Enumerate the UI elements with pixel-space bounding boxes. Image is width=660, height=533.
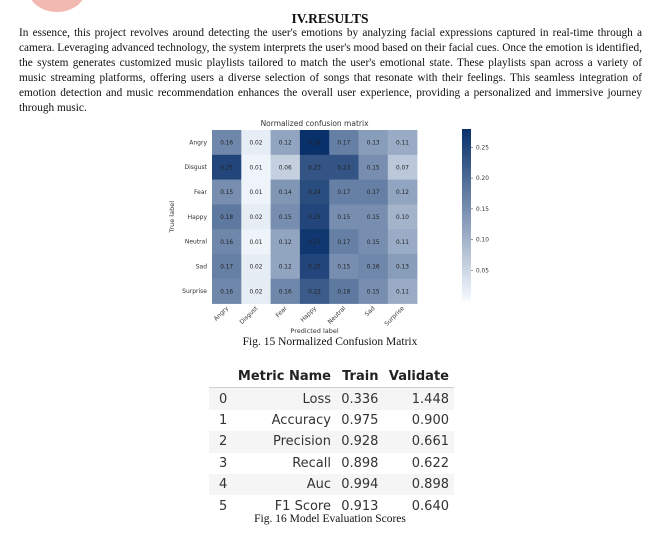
- cell-value-label: 0.02: [249, 140, 263, 147]
- cell-value-label: 0.02: [249, 264, 263, 271]
- cell-value-label: 0.23: [337, 165, 351, 172]
- metrics-table-container: [209, 366, 454, 510]
- body-paragraph: In essence, this project revolves around detecting the user's emotions by analyzing facial expressions captured in real-time through a camera. Leveraging advanced technology, the system interprets the user's mood based on their facial cues. Once the emotion is identified, the system generates customized music playlists tailored to match the user's emotional state. These playlists span across a variety of music streaming platforms, offering users a diverse selection of songs that resonate with their feelings. This seamless integration of emotion detection and music recommendation enhances the overall user experience, providing a personalized and immersive journey through music.: [19, 27, 642, 115]
- row-tick-label: Surprise: [182, 288, 207, 296]
- column-tick-label: Happy: [299, 305, 318, 324]
- table-row: [209, 431, 454, 452]
- table-row: [209, 495, 454, 510]
- cell-value-label: 0.15: [366, 289, 380, 296]
- table-cell: 1.448: [383, 388, 454, 410]
- table-cell: 3: [219, 455, 228, 471]
- row-tick-label: Sad: [195, 263, 207, 271]
- table-cell: 0.994: [336, 474, 383, 495]
- colorbar-tick-label: 0.05: [476, 268, 489, 275]
- cell-value-label: 0.27: [308, 239, 322, 246]
- cell-value-label: 0.11: [395, 289, 409, 296]
- table-cell: 0.622: [411, 455, 449, 471]
- cell-value-label: 0.02: [249, 215, 263, 221]
- cell-value-label: 0.22: [308, 289, 322, 296]
- cell-value-label: 0.17: [337, 239, 351, 246]
- y-axis-label: True label: [168, 201, 176, 233]
- figure-15-caption: Fig. 15 Normalized Confusion Matrix: [242, 336, 418, 348]
- table-cell: 0: [209, 388, 232, 410]
- cell-value-label: 0.17: [337, 140, 351, 147]
- column-tick-label: Disgust: [238, 305, 260, 326]
- cell-value-label: 0.15: [366, 215, 380, 221]
- cell-value-label: 0.11: [395, 239, 409, 246]
- row-tick-label: Happy: [187, 213, 207, 221]
- column-tick-label: Fear: [274, 305, 289, 320]
- cell-value-label: 0.12: [395, 190, 409, 197]
- cell-value-label: 0.11: [395, 140, 409, 147]
- x-axis-label: Predicted label: [290, 327, 339, 335]
- cell-value-label: 0.15: [278, 215, 292, 221]
- table-cell: 0.928: [336, 431, 383, 452]
- colorbar: [462, 129, 471, 301]
- cell-value-label: 0.01: [249, 190, 263, 197]
- row-tick-label: Disgust: [184, 164, 207, 172]
- cell-value-label: 0.15: [337, 215, 351, 221]
- cell-value-label: 0.12: [278, 140, 292, 147]
- table-cell: 5: [219, 498, 228, 510]
- metrics-table: [209, 366, 454, 510]
- cell-value-label: 0.18: [337, 289, 351, 296]
- table-cell: 0.913: [341, 498, 379, 510]
- metrics-table-header: [209, 366, 454, 388]
- confusion-matrix-chart: [164, 118, 514, 338]
- cell-value-label: 0.16: [220, 289, 234, 296]
- table-cell: 0.898: [383, 474, 454, 495]
- table-cell: F1 Score: [274, 498, 331, 510]
- cell-value-label: 0.07: [395, 165, 409, 172]
- cell-value-label: 0.10: [395, 215, 409, 221]
- table-cell: Precision: [232, 431, 336, 452]
- chart-title: Normalized confusion matrix: [260, 119, 369, 128]
- cell-value-label: 0.13: [395, 264, 409, 271]
- cell-value-label: 0.01: [249, 239, 263, 246]
- colorbar-tick-label: 0.10: [476, 237, 489, 244]
- cell-value-label: 0.16: [366, 264, 380, 271]
- colorbar-tick-label: 0.20: [476, 176, 489, 183]
- cell-value-label: 0.16: [278, 289, 292, 296]
- column-tick-label: Sad: [363, 305, 377, 319]
- cell-value-label: 0.25: [308, 215, 322, 221]
- cell-value-label: 0.17: [366, 190, 380, 197]
- column-tick-label: Angry: [212, 305, 231, 323]
- cell-value-label: 0.17: [337, 190, 351, 197]
- colorbar-tick-label: 0.25: [476, 145, 489, 152]
- table-row: [209, 388, 454, 410]
- row-tick-label: Fear: [194, 189, 207, 196]
- table-cell: 4: [209, 474, 232, 495]
- colorbar-tick-label: 0.15: [476, 206, 489, 213]
- table-row: [209, 474, 454, 495]
- column-header: Train: [336, 366, 383, 388]
- cell-value-label: 0.15: [337, 264, 351, 271]
- table-cell: Auc: [232, 474, 336, 495]
- row-tick-label: Neutral: [184, 238, 207, 246]
- cell-value-label: 0.24: [308, 190, 322, 197]
- cell-value-label: 0.14: [278, 190, 292, 197]
- cell-value-label: 0.28: [308, 140, 322, 147]
- metrics-table-body: [209, 388, 454, 510]
- cell-value-label: 0.01: [249, 165, 263, 172]
- column-tick-label: Neutral: [326, 305, 348, 326]
- cell-value-label: 0.13: [366, 140, 380, 147]
- cell-value-label: 0.25: [308, 264, 322, 271]
- cell-value-label: 0.15: [366, 239, 380, 246]
- cell-value-label: 0.16: [220, 239, 234, 246]
- table-cell: Accuracy: [271, 412, 331, 428]
- table-cell: Loss: [232, 388, 336, 410]
- section-heading: IV.RESULTS: [291, 11, 369, 26]
- column-header: Validate: [383, 366, 454, 388]
- table-cell: 0.898: [341, 455, 379, 471]
- column-tick-label: Surprise: [383, 305, 406, 328]
- cell-value-label: 0.17: [220, 264, 234, 271]
- table-cell: 0.640: [411, 498, 449, 510]
- cell-value-label: 0.18: [220, 215, 234, 221]
- column-header: Metric Name: [232, 366, 336, 388]
- cell-value-label: 0.25: [220, 165, 234, 172]
- table-cell: 0.661: [383, 431, 454, 452]
- row-tick-label: Angry: [189, 139, 207, 147]
- table-cell: 0.336: [336, 388, 383, 410]
- cell-value-label: 0.23: [308, 165, 322, 172]
- cell-value-label: 0.15: [366, 165, 380, 172]
- table-row: [209, 410, 454, 431]
- figure-16-caption: Fig. 16 Model Evaluation Scores: [254, 513, 406, 525]
- cell-value-label: 0.06: [278, 165, 292, 172]
- table-cell: 0.900: [411, 412, 449, 428]
- table-row: [209, 453, 454, 474]
- table-cell: 2: [209, 431, 232, 452]
- cell-value-label: 0.12: [278, 264, 292, 271]
- confusion-matrix-figure: [164, 118, 514, 338]
- table-cell: Recall: [292, 455, 331, 471]
- table-cell: 1: [219, 412, 228, 428]
- cell-value-label: 0.15: [220, 190, 234, 197]
- table-cell: 0.975: [341, 412, 379, 428]
- column-header: [209, 366, 232, 388]
- cell-value-label: 0.12: [278, 239, 292, 246]
- cell-value-label: 0.16: [220, 140, 234, 147]
- cell-value-label: 0.02: [249, 289, 263, 296]
